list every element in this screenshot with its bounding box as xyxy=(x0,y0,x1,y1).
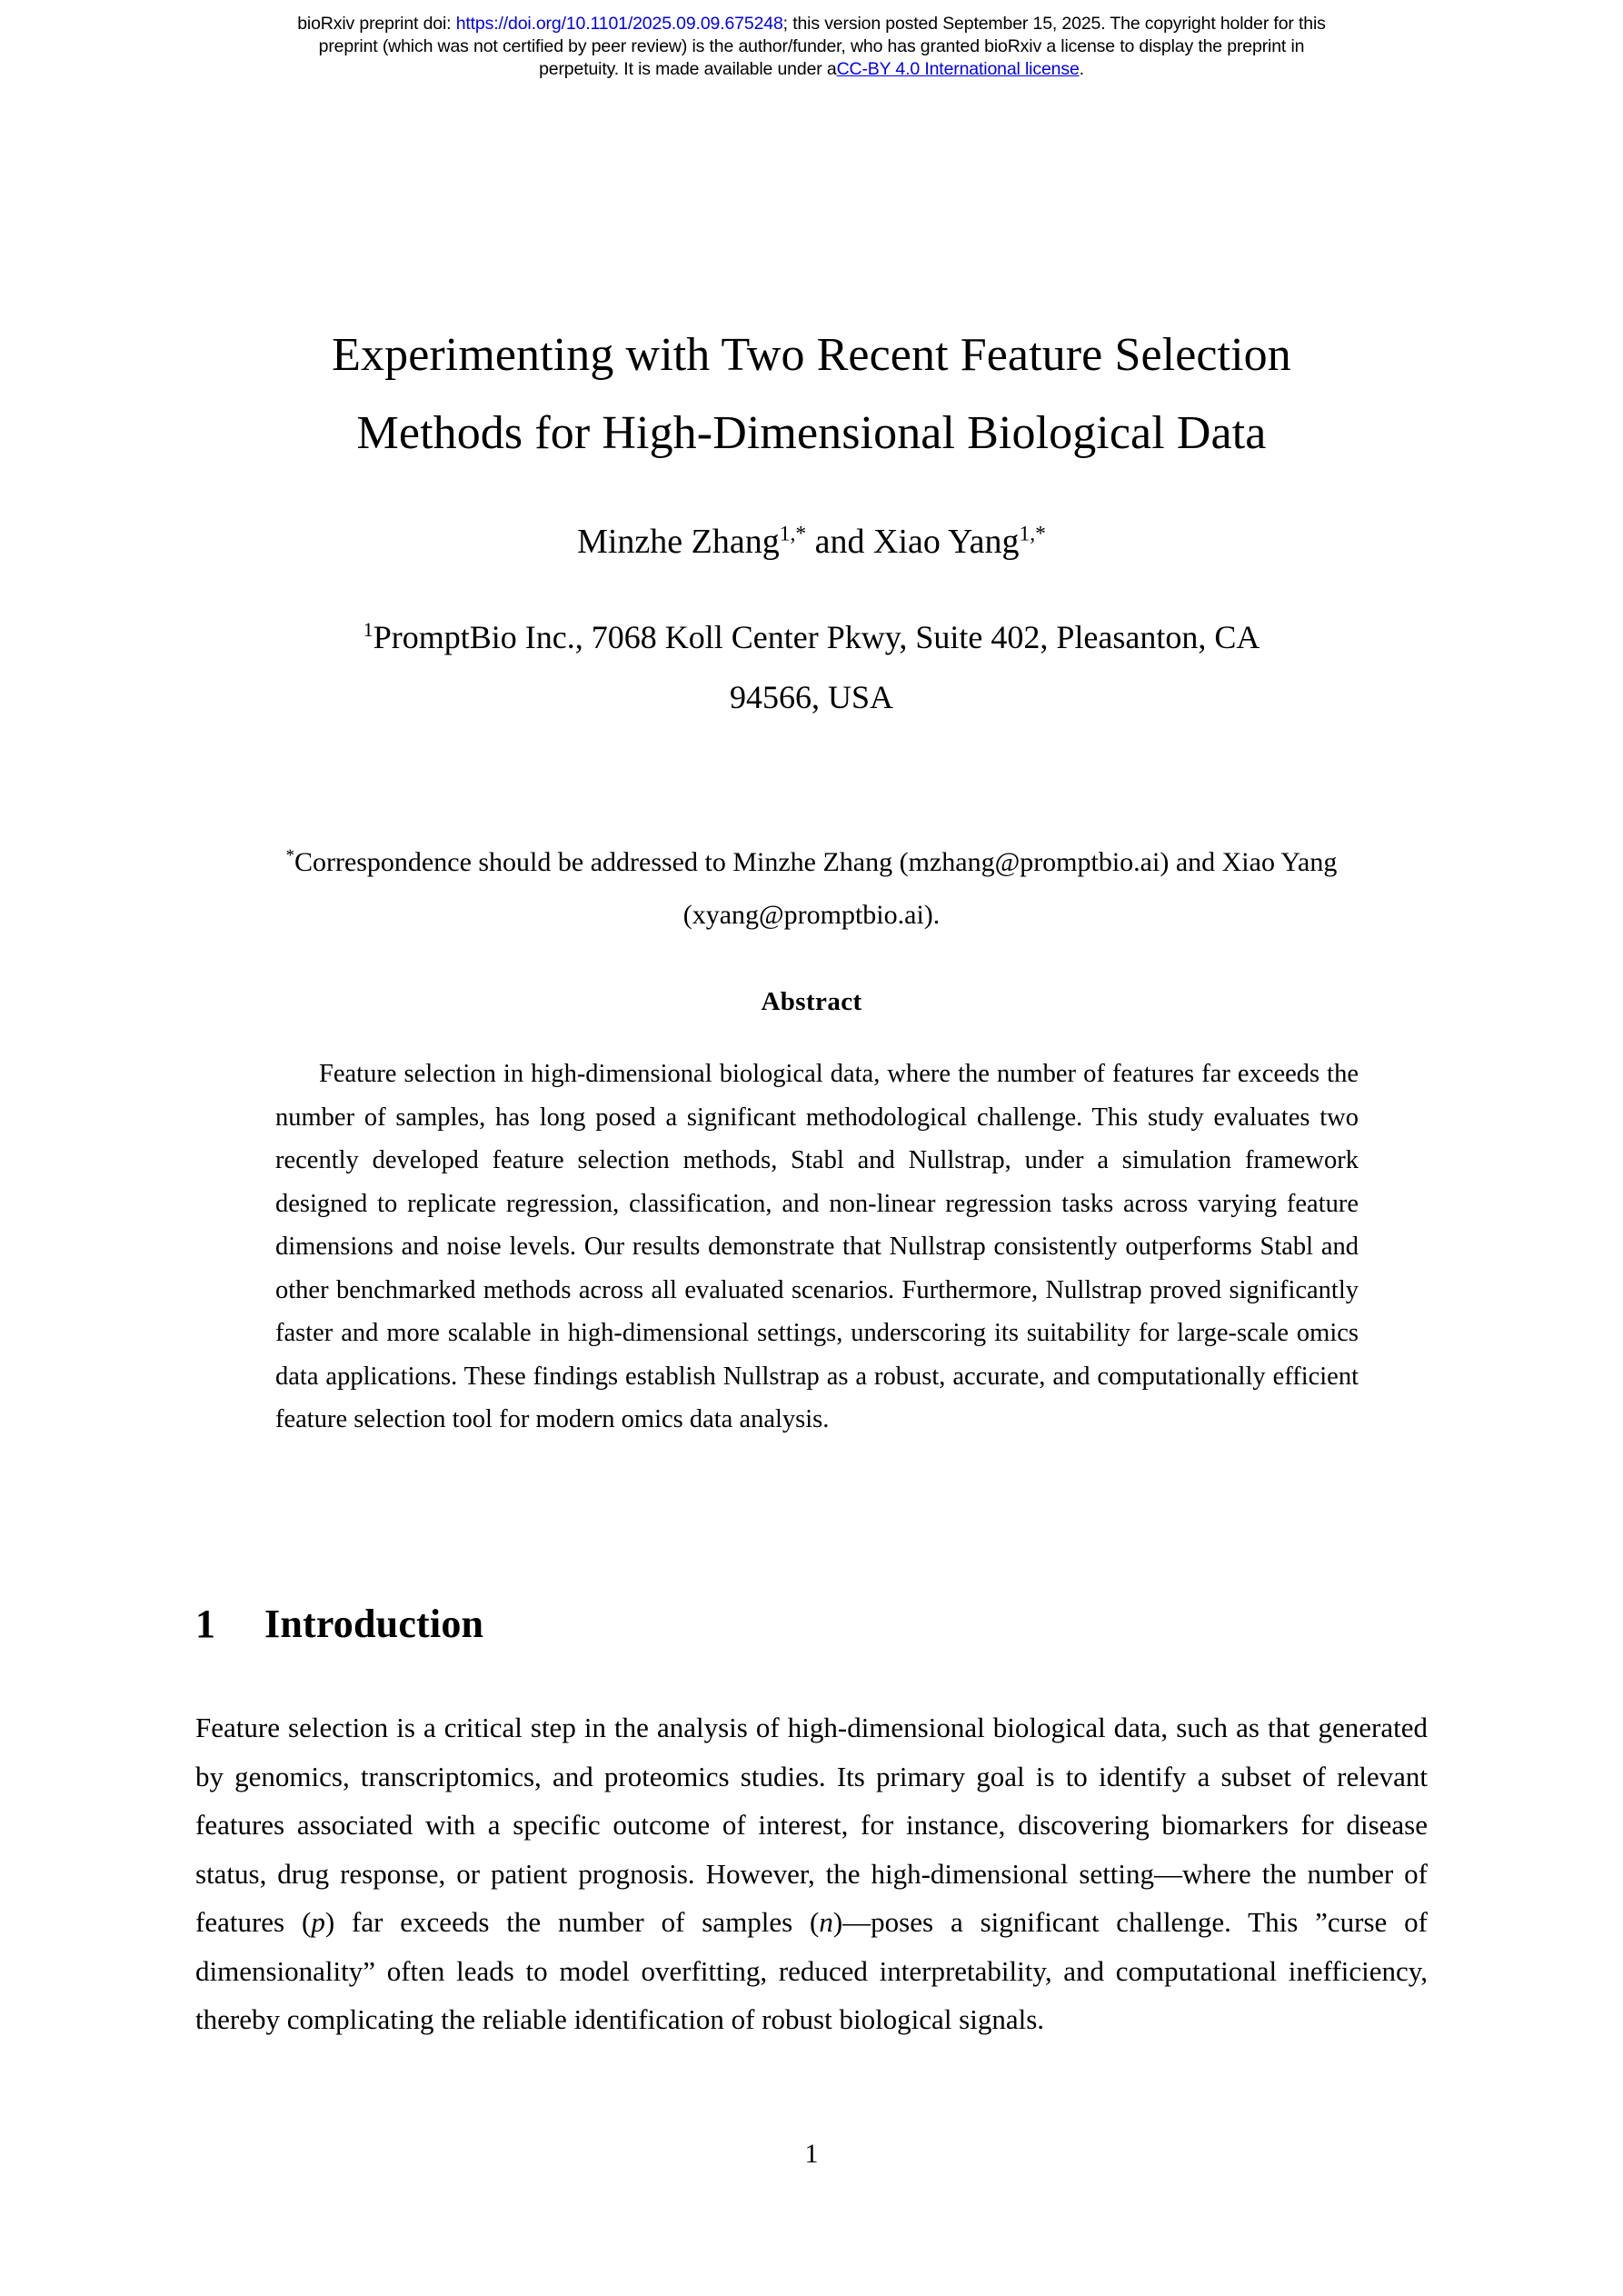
page-title xyxy=(175,316,1448,473)
title-line-1: Experimenting with Two Recent Feature Selection xyxy=(332,329,1291,381)
affiliation-text-1: PromptBio Inc., 7068 Koll Center Pkwy, Suite 402, Pleasanton, CA xyxy=(373,619,1260,655)
section-1-heading xyxy=(195,1601,1431,1647)
author-2 xyxy=(873,523,1046,561)
abstract-body: Feature selection in high-dimensional biological data, where the number of features far exceeds the number of samples, has long posed a significant methodological challenge. This study evaluates two recently developed feature selection methods, Stabl and Nullstrap, under a simulation framework designed to replicate regression, classification, and non-linear regression tasks across varying feature dimensions and noise levels. Our results demonstrate that Nullstrap consistently outperforms Stabl and other benchmarked methods across all evaluated scenarios. Furthermore, Nullstrap proved significantly faster and more scalable in high-dimensional settings, underscoring its suitability for large-scale omics data applications. These findings establish Nullstrap as a robust, accurate, and computationally efficient feature selection tool for modern omics data analysis. xyxy=(275,1060,1359,1433)
variable-p: p xyxy=(311,1906,325,1938)
abstract-heading: Abstract xyxy=(761,987,862,1016)
affiliation xyxy=(175,607,1448,727)
banner-doi-prefix: bioRxiv preprint doi: xyxy=(297,14,456,34)
author-list xyxy=(175,520,1448,564)
banner-line-2: preprint (which was not certified by peer review) is the author/funder, who has granted bioRxiv a license to display the preprint in xyxy=(318,36,1305,56)
intro-text-part-1: Feature selection is a critical step in the analysis of high-dimensional biological data, such as that generated by genomics, transcriptomics, and proteomics studies. Its primary goal is to identify a subset of relevant features associated with a specific outcome of interest, for instance, discovering biomarkers for disease status, drug response, or patient prognosis. However, the high-dimensional setting—where the number of features ( xyxy=(195,1712,1428,1938)
banner-line-3-suffix: . xyxy=(1079,59,1084,79)
title-line-2: Methods for High-Dimensional Biological Data xyxy=(356,407,1267,459)
banner-after-doi: ; this version posted September 15, 2025. The copyright holder for this xyxy=(782,14,1326,34)
affiliation-line-1 xyxy=(175,607,1448,667)
author-2-marks: 1,* xyxy=(1019,522,1046,546)
affiliation-mark: 1 xyxy=(363,618,373,641)
author-1 xyxy=(577,523,806,561)
affiliation-line-2: 94566, USA xyxy=(729,679,894,715)
page-number: 1 xyxy=(804,2139,819,2169)
author-conjunction: and xyxy=(806,523,874,561)
correspondence-note xyxy=(195,836,1428,942)
author-2-name: Xiao Yang xyxy=(873,523,1020,561)
banner-line-3-prefix: perpetuity. It is made available under a xyxy=(539,59,837,79)
cc-by-license-link[interactable]: CC-BY 4.0 International license xyxy=(836,59,1080,79)
section-1-number: 1 xyxy=(195,1602,216,1646)
author-1-marks: 1,* xyxy=(779,522,807,546)
section-1-title: Introduction xyxy=(264,1602,484,1646)
variable-n: n xyxy=(819,1906,833,1938)
correspondence-mark: * xyxy=(285,846,294,865)
introduction-paragraph xyxy=(195,1703,1428,2044)
doi-link[interactable]: https://doi.org/10.1101/2025.09.09.675248 xyxy=(455,14,783,34)
intro-text-part-3: )—poses a significant challenge. This ”curse of dimensionality” often leads to model overfitting, reduced interpretability, and computational inefficiency, thereby complicating the reliable identification of robust biological signals. xyxy=(195,1906,1428,2035)
author-1-name: Minzhe Zhang xyxy=(577,523,780,561)
intro-text-part-2: ) far exceeds the number of samples ( xyxy=(324,1906,820,1938)
correspondence-text: Correspondence should be addressed to Minzhe Zhang (mzhang@promptbio.ai) and Xiao Yang (xyang@promptbio.ai). xyxy=(294,847,1338,930)
